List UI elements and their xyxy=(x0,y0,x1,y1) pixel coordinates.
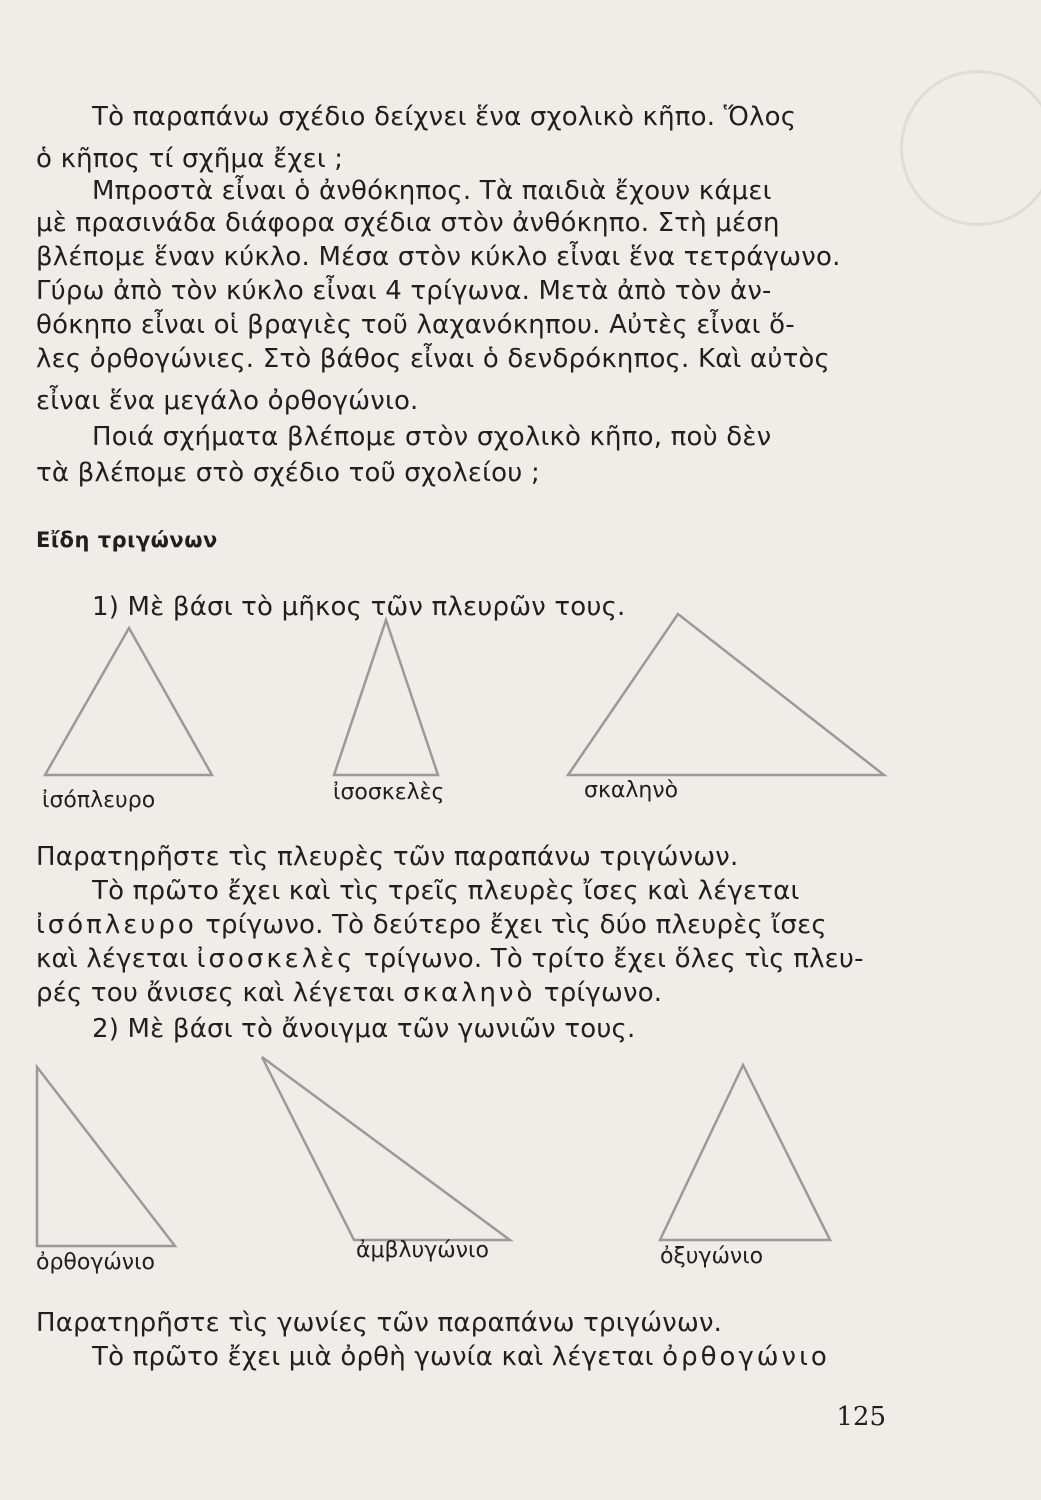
text-line: βλέπομε ἕναν κύκλο. Μέσα στὸν κύκλο εἶναι ἕνα τετράγωνο. xyxy=(36,242,841,272)
text-line: Γύρω ἀπὸ τὸν κύκλο εἶναι 4 τρίγωνα. Μετὰ ἀπὸ τὸν ἀν- xyxy=(36,276,772,306)
text-span: τρίγωνο. Τὸ τρίτο ἔχει ὅλες τὶς πλευ- xyxy=(355,944,864,974)
text-span: ρές του ἄνισες καὶ λέγεται xyxy=(36,978,404,1008)
criterion-angles: 2) Μὲ βάσι τὸ ἄνοιγμα τῶν γωνιῶν τους. xyxy=(92,1014,636,1044)
criterion-sides: 1) Μὲ βάσι τὸ μῆκος τῶν πλευρῶν τους. xyxy=(92,592,626,622)
term-scalene: σκαληνὸ xyxy=(403,978,536,1008)
term-right: ὀρθογώνιο xyxy=(662,1342,830,1372)
label-equilateral: ἰσόπλευρο xyxy=(42,788,156,813)
section-heading: Εἴδη τριγώνων xyxy=(36,528,218,552)
text-line xyxy=(36,942,886,976)
observe-angles: Παρατηρῆστε τὶς γωνίες τῶν παραπάνω τριγώνων. xyxy=(36,1308,723,1338)
text-line: θόκηπο εἶναι οἱ βραγιὲς τοῦ λαχανόκηπου. Αὐτὲς εἶναι ὅ- xyxy=(36,310,795,340)
label-scalene: σκαληνὸ xyxy=(584,778,679,803)
term-equilateral: ἰσόπλευρο xyxy=(36,910,197,940)
text-line: λες ὀρθογώνιες. Στὸ βάθος εἶναι ὁ δενδρόκηπος. Καὶ αὐτὸς xyxy=(36,344,830,374)
label-acute: ὀξυγώνιο xyxy=(660,1244,764,1269)
text-span: καὶ λέγεται xyxy=(36,944,197,974)
text-span: τρίγωνο. xyxy=(535,978,663,1008)
text-line xyxy=(36,908,886,942)
text-line: εἶναι ἕνα μεγάλο ὀρθογώνιο. xyxy=(36,386,419,416)
acute-triangle xyxy=(660,1065,830,1240)
text-line: μὲ πρασινάδα διάφορα σχέδια στὸν ἀνθόκηπο. Στὴ μέση xyxy=(36,208,780,238)
text-line xyxy=(92,1340,886,1374)
isosceles-triangle xyxy=(334,620,438,775)
observe-sides: Παρατηρῆστε τὶς πλευρὲς τῶν παραπάνω τριγώνων. xyxy=(36,842,739,872)
text-line: Ποιά σχήματα βλέπομε στὸν σχολικὸ κῆπο, ποὺ δὲν xyxy=(92,422,772,452)
text-line: Τὸ παραπάνω σχέδιο δείχνει ἕνα σχολικὸ κῆπο. Ὅλος xyxy=(92,102,797,132)
text-line: ὁ κῆπος τί σχῆμα ἔχει ; xyxy=(36,144,344,174)
label-right: ὀρθογώνιο xyxy=(36,1250,155,1275)
term-isosceles: ἰσοσκελὲς xyxy=(196,944,356,974)
page-number: 125 xyxy=(836,1402,886,1432)
text-line: τὰ βλέπομε στὸ σχέδιο τοῦ σχολείου ; xyxy=(36,458,540,488)
text-line: Τὸ πρῶτο ἔχει καὶ τὶς τρεῖς πλευρὲς ἴσες καὶ λέγεται xyxy=(92,876,800,906)
scalene-triangle xyxy=(568,614,884,775)
text-line: Μπροστὰ εἶναι ὁ ἀνθόκηπος. Τὰ παιδιὰ ἔχουν κάμει xyxy=(92,176,772,206)
obtuse-triangle xyxy=(262,1057,510,1240)
right-triangle xyxy=(37,1067,175,1246)
label-obtuse: ἀμβλυγώνιο xyxy=(356,1238,489,1263)
text-span: τρίγωνο. Τὸ δεύτερο ἔχει τὶς δύο πλευρὲς ἴσες xyxy=(196,910,827,940)
text-line xyxy=(36,976,886,1010)
label-isosceles: ἰσοσκελὲς xyxy=(333,780,445,805)
equilateral-triangle xyxy=(45,628,212,775)
text-span: Τὸ πρῶτο ἔχει μιὰ ὀρθὴ γωνία καὶ λέγεται xyxy=(92,1342,663,1372)
